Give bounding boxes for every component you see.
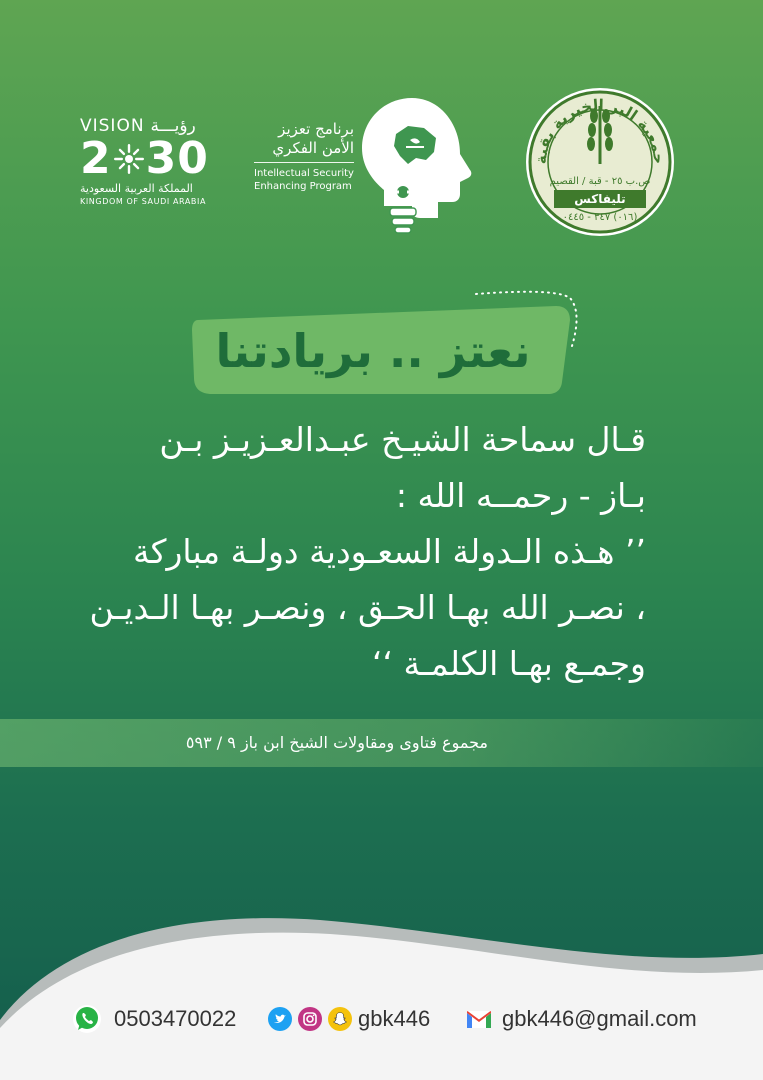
program-en-line1: Intellectual Security <box>254 168 354 179</box>
quote-line: بـاز - رحمــه الله : <box>395 476 646 515</box>
social-handle: gbk446 <box>358 1006 431 1031</box>
vision-ar-label: رؤيـــة <box>150 116 196 136</box>
program-divider <box>254 162 354 163</box>
whatsapp-icon <box>72 1004 102 1034</box>
quote-line: ’’ هـذه الـدولة السعـودية دولـة مباركة <box>133 532 646 571</box>
instagram-icon[interactable] <box>298 1007 322 1031</box>
vision-emblem-icon <box>112 142 146 176</box>
twitter-icon[interactable] <box>268 1007 292 1031</box>
seal-phone: ٠١٦) ٣٤٧ - ٠٤٤٥) <box>562 212 638 223</box>
program-ar-line2: الأمن الفكري <box>272 139 354 157</box>
vision-en-label: VISION <box>80 116 145 136</box>
quote-line: قـال سماحة الشيـخ عبـدالعـزيـز بـن <box>159 420 646 459</box>
seal-ring-text: جمعية البر الخيرية بقبة <box>531 95 669 165</box>
contacts-row <box>0 994 763 1044</box>
head-lightbulb-icon <box>356 94 480 238</box>
intellectual-security-program-logo <box>254 120 354 193</box>
email-address: gbk446@gmail.com <box>502 1006 697 1031</box>
social-contact[interactable] <box>268 994 430 1044</box>
charity-seal-logo <box>524 86 676 238</box>
source-citation: مجموع فتاوى ومقاولات الشيخ ابن باز ٩ / ٥٩٣ <box>185 733 488 752</box>
gmail-icon <box>464 1004 494 1034</box>
title-banner <box>186 290 586 394</box>
vision-2030-logo <box>80 116 220 207</box>
phone-number: 0503470022 <box>114 1006 237 1031</box>
seal-telefax-label: تليفاكس <box>574 192 626 206</box>
quote-line: وجمـع بهـا الكلمـة ‘‘ <box>371 644 646 683</box>
seal-po-box: ص.ب ٢٥ - قبة / القصيم <box>549 176 651 187</box>
vision-year: 2 30 <box>80 133 209 184</box>
email-contact[interactable] <box>464 994 697 1044</box>
quote-line: ، نصـر الله بهـا الحـق ، ونصـر بهـا الـديـن <box>89 588 646 627</box>
banner-title: نعتز .. بريادتنا <box>215 324 531 378</box>
whatsapp-contact[interactable] <box>72 994 236 1044</box>
snapchat-icon[interactable] <box>328 1007 352 1031</box>
vision-country-en: KINGDOM OF SAUDI ARABIA <box>80 197 207 206</box>
vision-country-ar: المملكة العربية السعودية <box>80 182 193 195</box>
quote-block <box>89 412 646 692</box>
program-ar-line1: برنامج تعزيز <box>278 120 354 138</box>
bottom-wave <box>0 900 763 1080</box>
source-strip <box>0 719 763 767</box>
program-en-line2: Enhancing Program <box>254 181 352 192</box>
